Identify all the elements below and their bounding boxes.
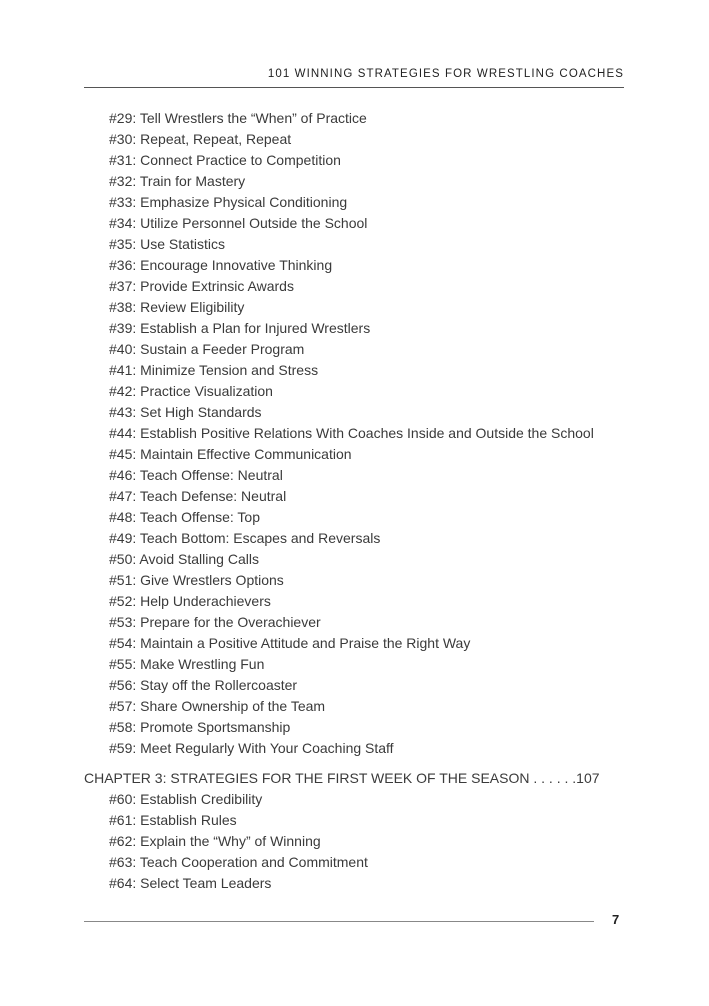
header-rule — [84, 87, 624, 88]
running-header: 101 WINNING STRATEGIES FOR WRESTLING COACHES — [267, 68, 624, 80]
toc-entry: #56: Stay off the Rollercoaster — [109, 677, 298, 693]
toc-entry: #35: Use Statistics — [109, 236, 225, 252]
toc-entry: #51: Give Wrestlers Options — [109, 572, 284, 588]
toc-entry: #47: Teach Defense: Neutral — [109, 488, 287, 504]
toc-entry: #34: Utilize Personnel Outside the School — [109, 215, 368, 231]
toc-entry: #52: Help Underachievers — [109, 593, 271, 609]
toc-entry: #29: Tell Wrestlers the “When” of Practice — [109, 110, 367, 126]
toc-entry: #41: Minimize Tension and Stress — [109, 362, 319, 378]
toc-entry: #42: Practice Visualization — [109, 383, 273, 399]
toc-entry: #37: Provide Extrinsic Awards — [109, 278, 294, 294]
toc-entry: #36: Encourage Innovative Thinking — [109, 257, 333, 273]
toc-entry: #59: Meet Regularly With Your Coaching Staff — [109, 740, 394, 756]
toc-entry: #31: Connect Practice to Competition — [109, 152, 341, 168]
page-number: 7 — [612, 912, 620, 927]
toc-entry: #38: Review Eligibility — [109, 299, 245, 315]
toc-entry: #62: Explain the “Why” of Winning — [109, 833, 321, 849]
toc-entry: #33: Emphasize Physical Conditioning — [109, 194, 348, 210]
toc-entry: #50: Avoid Stalling Calls — [109, 551, 259, 567]
toc-entry: #61: Establish Rules — [109, 812, 237, 828]
toc-entry: #30: Repeat, Repeat, Repeat — [109, 131, 292, 147]
toc-entry: #57: Share Ownership of the Team — [109, 698, 326, 714]
toc-entry: #58: Promote Sportsmanship — [109, 719, 291, 735]
toc-entry: #46: Teach Offense: Neutral — [109, 467, 283, 483]
chapter-heading: CHAPTER 3: STRATEGIES FOR THE FIRST WEEK OF THE SEASON . . . . . .107 — [84, 770, 600, 786]
toc-entry: #39: Establish a Plan for Injured Wrestlers — [109, 320, 371, 336]
toc-entry: #53: Prepare for the Overachiever — [109, 614, 321, 630]
toc-entry: #60: Establish Credibility — [109, 791, 263, 807]
toc-entry: #45: Maintain Effective Communication — [109, 446, 352, 462]
footer-rule — [84, 921, 594, 922]
toc-entry: #44: Establish Positive Relations With Coaches Inside and Outside the School — [109, 425, 594, 441]
toc-entry: #32: Train for Mastery — [109, 173, 246, 189]
toc-entry: #55: Make Wrestling Fun — [109, 656, 265, 672]
toc-entry: #49: Teach Bottom: Escapes and Reversals — [109, 530, 381, 546]
toc-entry: #43: Set High Standards — [109, 404, 262, 420]
toc-entry: #63: Teach Cooperation and Commitment — [109, 854, 368, 870]
toc-entry: #64: Select Team Leaders — [109, 875, 272, 891]
toc-entry: #48: Teach Offense: Top — [109, 509, 261, 525]
toc-entry: #40: Sustain a Feeder Program — [109, 341, 305, 357]
toc-entry: #54: Maintain a Positive Attitude and Praise the Right Way — [109, 635, 471, 651]
